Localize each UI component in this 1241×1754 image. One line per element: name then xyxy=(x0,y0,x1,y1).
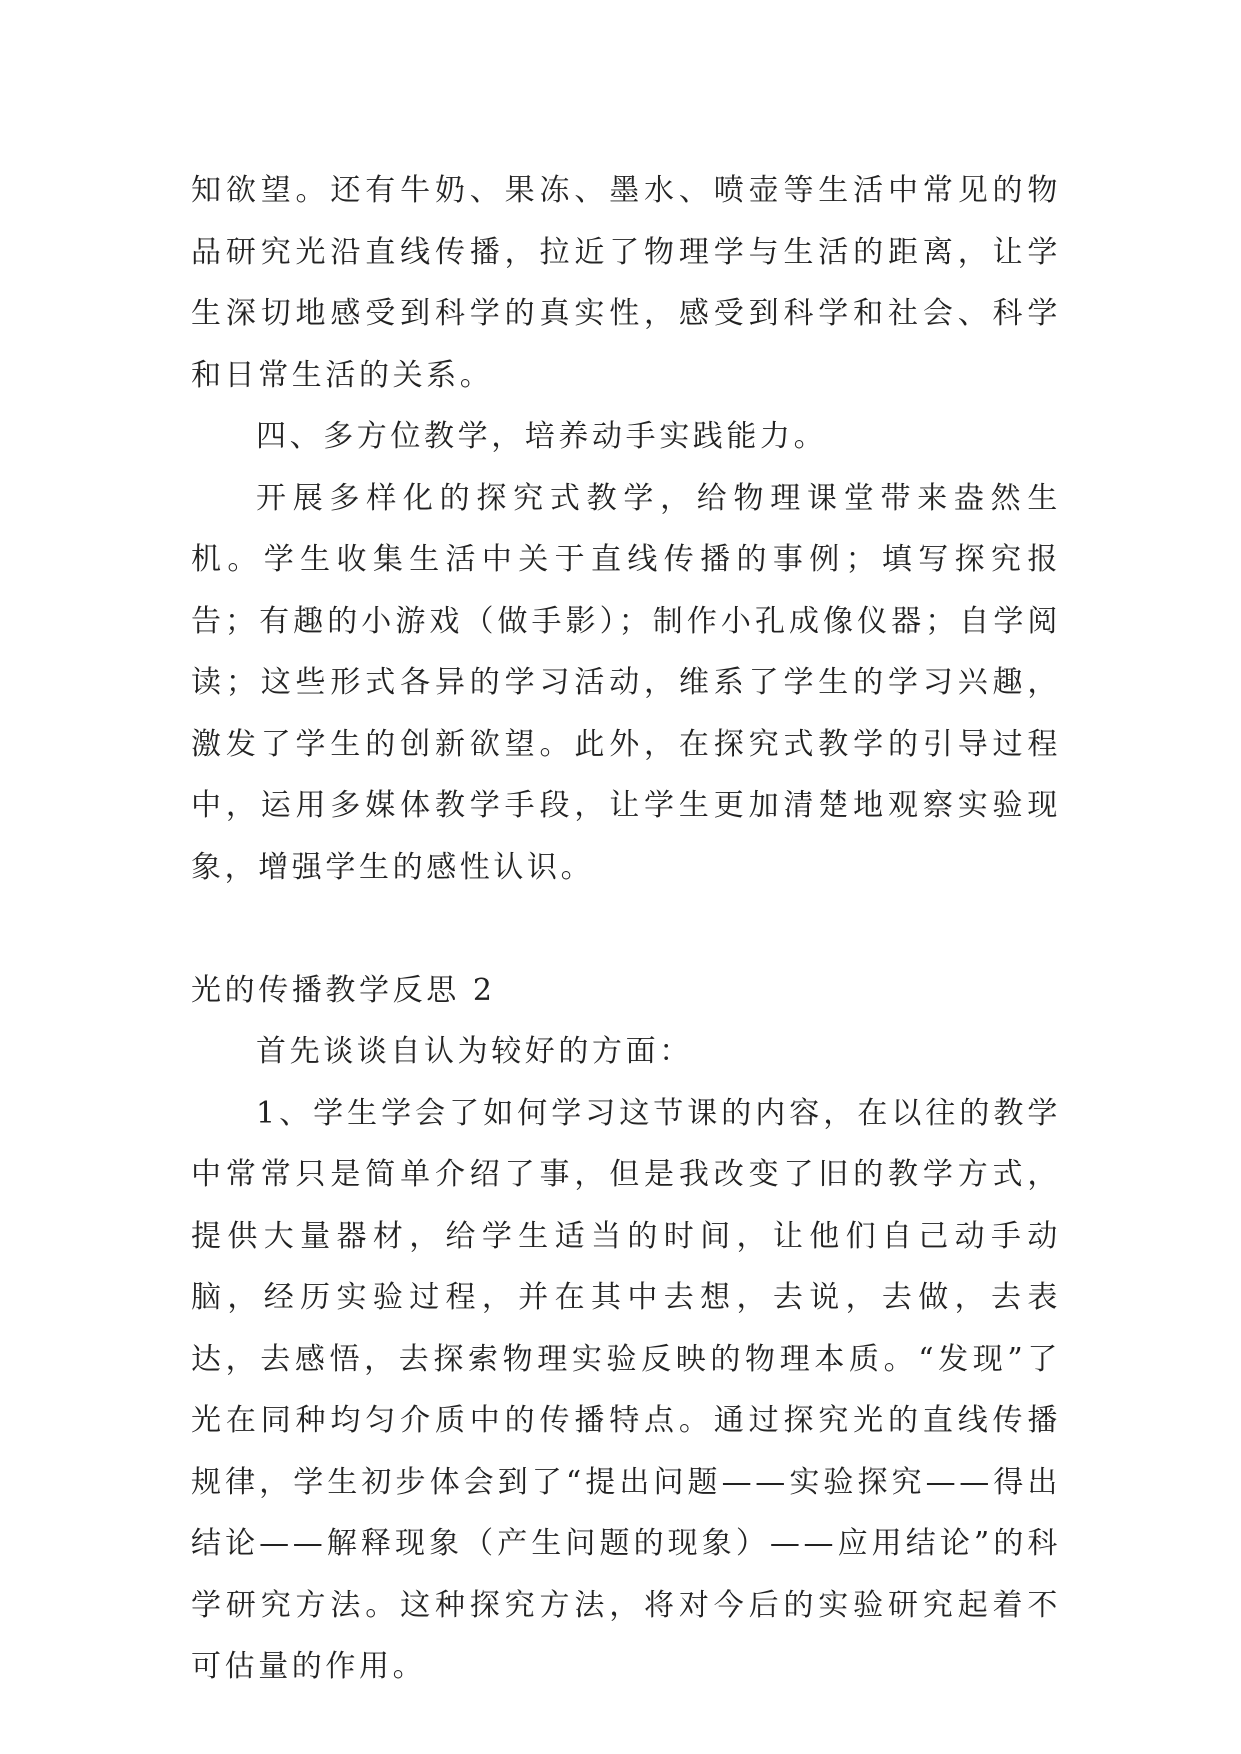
paragraph-continuation: 知欲望。还有牛奶、果冻、墨水、喷壶等生活中常见的物品研究光沿直线传播，拉近了物理学与生活的距离，让学生深切地感受到科学的真实性，感受到科学和社会、科学和日常生活的关系。 xyxy=(191,173,1061,393)
section-spacer xyxy=(191,898,1061,960)
paragraph-intro: 首先谈谈自认为较好的方面： xyxy=(256,1034,693,1069)
paragraph-point-four: 四、多方位教学，培养动手实践能力。 xyxy=(256,419,828,454)
document-body xyxy=(191,160,1061,1698)
paragraph-inquiry-teaching: 开展多样化的探究式教学，给物理课堂带来盎然生机。学生收集生活中关于直线传播的事例；填写探究报告；有趣的小游戏（做手影）；制作小孔成像仪器；自学阅读；这些形式各异的学习活动，维系了学生的学习兴趣，激发了学生的创新欲望。此外，在探究式教学的引导过程中，运用多媒体教学手段，让学生更加清楚地观察实验现象，增强学生的感性认识。 xyxy=(191,480,1061,885)
paragraph-point-one: 1、学生学会了如何学习这节课的内容，在以往的教学中常常只是简单介绍了事，但是我改变了旧的教学方式，提供大量器材，给学生适当的时间，让他们自己动手动脑，经历实验过程，并在其中去想，去说，去做，去表达，去感悟，去探索物理实验反映的物理本质。“发现”了光在同种均匀介质中的传播特点。通过探究光的直线传播规律，学生初步体会到了“提出问题——实验探究——得出结论——解释现象（产生问题的现象）——应用结论”的科学研究方法。这种探究方法，将对今后的实验研究起着不可估量的作用。 xyxy=(191,1095,1061,1684)
section-heading: 光的传播教学反思 2 xyxy=(191,972,496,1008)
